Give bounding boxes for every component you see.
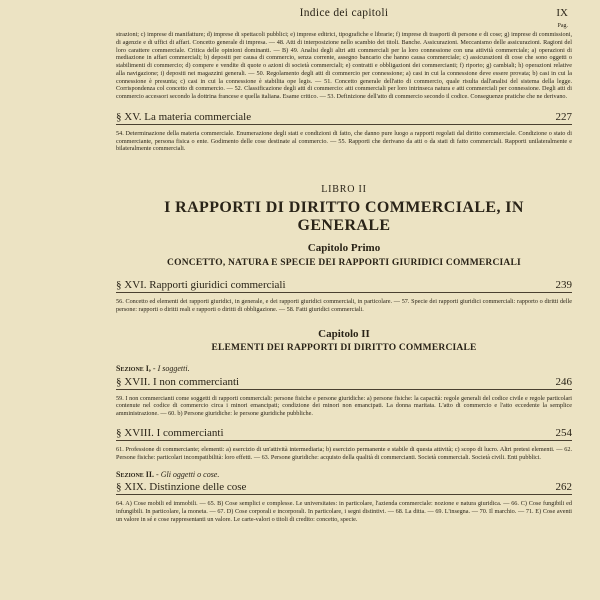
section-summary: 54. Determinazione della materia commerciale. Enumerazione degli stati e condizioni di fatto, che danno pure luogo a rapporti regolati dal diritto commerciale. Condizione o stato di commerciante, persona fisica o ente. Godimento delle cose destinate al commercio. — 55. Rapporti che derivano da atti o da stati di fatto commerciali. Rapporti unilateralmente e bilateralmente commerciali. bbox=[116, 129, 572, 153]
section-heading-xvi bbox=[116, 279, 572, 293]
section-heading-xvii bbox=[116, 376, 572, 390]
section-summary: 61. Professione di commerciante; elementi: a) esercizio di un'attività intermediaria; b) esercizio permanente e stabile di questa attività; c) scopo di lucro. Altri pretesi elementi. — 62. Persone fisiche: particolari incompatibilità: loro effetti. — 63. Persone giuridiche: acquisto della qualità di commercianti. Società commerciali. Società civili. Enti pubblici. bbox=[116, 445, 572, 461]
division-title: - Gli oggetti o cose. bbox=[154, 470, 220, 480]
book-title: I RAPPORTI DI DIRITTO COMMERCIALE, IN GENERALE bbox=[164, 199, 524, 234]
section-summary: 56. Concetto ed elementi dei rapporti giuridici, in generale, e dei rapporti giuridici commerciali, in particolare. — 57. Specie dei rapporti giuridici commerciali: rapporto o diritti delle persone: rapporti o diritti reali e rapporti o diritti di obbligazione. — 58. Fatti giuridici commerciali. bbox=[116, 298, 572, 313]
division-label: Sezione II. bbox=[116, 470, 155, 480]
section-title: § XVIII. I commercianti bbox=[116, 426, 224, 439]
pag-column-label: Pag. bbox=[557, 23, 568, 29]
chapter-subtitle: ELEMENTI DEI RAPPORTI DI DIRITTO COMMERCIALE bbox=[211, 342, 477, 353]
chapter-label: Capitolo II bbox=[318, 327, 370, 340]
running-header bbox=[116, 4, 572, 29]
chapter-label: Capitolo Primo bbox=[307, 242, 381, 254]
section-summary: 64. A) Cose mobili ed immobili. — 65. B) Cose semplici e complesse. Le universitates: in particolare, l'azienda commerciale: nozione e natura giuridica. — 66. C) Cose fungibili ed infungibili. In particolare, la moneta. — 67. D) Cose corporali e incorporali. In particolare, i segni distintivi. — 68. La ditta. — 69. L'insegna. — 70. Il marchio. — 71. E) Cose aventi un valore in sé e cose rappresentanti un valore. Le carte-valori o titoli di credito: concetto, specie. bbox=[116, 500, 572, 523]
section-title: § XIX. Distinzione delle cose bbox=[116, 481, 247, 494]
section-page-number: 246 bbox=[555, 375, 572, 388]
page-number: IX bbox=[556, 7, 568, 19]
section-heading-xv bbox=[116, 111, 572, 125]
section-page-number: 227 bbox=[555, 110, 572, 123]
division-heading bbox=[116, 470, 572, 479]
section-heading-xix bbox=[116, 481, 572, 495]
section-title: § XV. La materia commerciale bbox=[116, 110, 252, 123]
section-title: § XVII. I non commercianti bbox=[116, 375, 240, 388]
division-title: - I soggetti. bbox=[150, 363, 190, 373]
section-page-number: 262 bbox=[555, 481, 572, 494]
section-heading-xviii bbox=[116, 427, 572, 441]
section-page-number: 239 bbox=[555, 279, 572, 291]
section-page-number: 254 bbox=[555, 426, 572, 439]
intro-paragraph: strazioni; c) imprese di manifatture; d) imprese di spettacoli pubblici; e) imprese editrici, tipografiche e librarie; f) imprese di trasporti di persone e di cose; g) imprese di commissioni, di agenzie e di uffici di affari. Concetto generale di impresa. — 48. Atti di interposizione nello scambio dei titoli. Banche. Assicurazioni. Meccanismo delle assicurazioni. Ragioni del loro carattere commerciale. Critica delle opinioni dominanti. — B) 49. Analisi degli altri atti commerciali per la loro connessione con una attività commerciale; a) operazioni di mediazione in affari commerciali; b) depositi per causa di commercio, senza corrente, assegno bancario che hanno causa commerciale; c) assicurazioni di cose che sono oggetti o stabilimenti di commercio; d) compere e vendite di quote o azioni di società commerciali; e) contratti e obbligazioni dei commercianti; f) riporto; g) cambiali; h) operazioni relative alla navigazione; i) depositi nei magazzini generali. — 50. Regolamento degli atti di commercio per connessione; a) casi in cui la connessione deve essere provata; b) casi in cui la connessione è presunta; c) casi in cui la connessione è stabilita ope legis. — 51. Concetto generale dell'atto di commercio, quale risulta dall'analisi del sistema della legge. Corrispondenza col concetto di commercio. — 52. Classificazione degli atti di commercio: atti commerciali per loro intrinseca natura e atti commerciali per connessione. Degli atti di commercio accessori secondo la dottrina francese e quella italiana. Esame critico. — 53. Definizione dell'atto di commercio secondo il codice. Conseguenze pratiche che ne derivano. bbox=[116, 31, 572, 100]
section-title: § XVI. Rapporti giuridici commerciali bbox=[116, 279, 286, 291]
division-heading bbox=[116, 364, 572, 373]
book-label: LIBRO II bbox=[321, 184, 367, 195]
running-title: Indice dei capitoli bbox=[299, 7, 389, 19]
chapter-subtitle: CONCETTO, NATURA E SPECIE DEI RAPPORTI GIURIDICI COMMERCIALI bbox=[167, 258, 521, 268]
section-summary: 59. I non commercianti come soggetti di rapporti commerciali: persone fisiche e persone giuridiche: a) persone fisiche: la capacità: regole generali del codice civile e regole particolari contenute nel codice di commercio circa i minori emancipati; condizione dei minori non emancipati. La donna maritata. L'atto di commercio e l'atto eccedente la semplice amministrazione. — 60. b) Persone giuridiche: le persone giuridiche pubbliche. bbox=[116, 394, 572, 417]
division-label: Sezione I, bbox=[116, 363, 151, 373]
